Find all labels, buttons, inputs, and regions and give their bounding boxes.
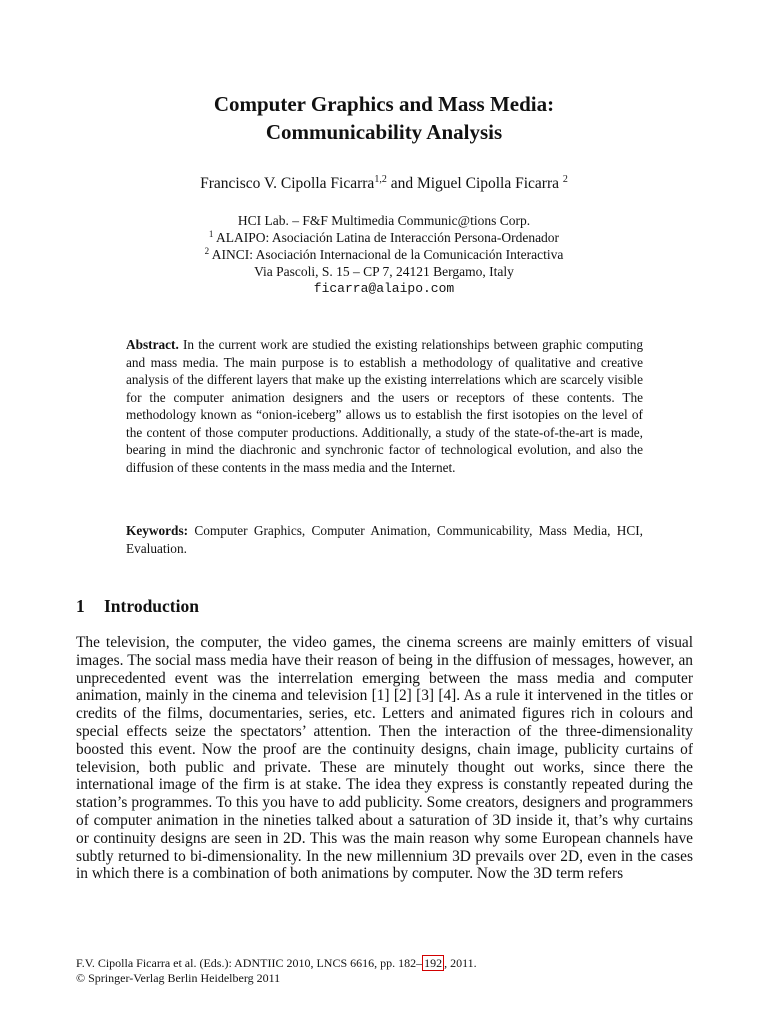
paper-title	[0, 90, 768, 146]
abstract-text: In the current work are studied the existing relationships between graphic computing and mass media. The main purpose is to establish a methodology of qualitative and creative analysis of the different layers that make up the existing interrelations which are scarcely visible for the computer animation designers and the users or receptors of these contents. The methodology known as “onion-iceberg” allows us to establish the first isotopies on the level of the content of those computer productions. Additionally, a study of the state-of-the-art is made, bearing in mind the diachronic and synchronic factor of technological evolution, and also the diffusion of these contents in the mass media and the Internet.	[126, 337, 643, 475]
contact-email[interactable]: ficarra@alaipo.com	[313, 281, 455, 296]
keywords	[126, 522, 643, 558]
affiliation-lab: HCI Lab. – F&F Multimedia Communic@tions Corp.	[237, 213, 531, 228]
author-list	[0, 174, 768, 194]
abstract-label: Abstract.	[126, 337, 179, 352]
affiliation-mark-2: 2	[204, 246, 210, 256]
affiliations	[0, 212, 768, 297]
citation-line	[76, 956, 693, 971]
end-page-link[interactable]: 192	[424, 956, 443, 970]
citation-year: , 2011.	[444, 956, 477, 970]
abstract	[126, 336, 643, 476]
section-number: 1	[76, 596, 85, 616]
author-1-affiliation-marks: 1,2	[374, 174, 387, 185]
title-line-1: Computer Graphics and Mass Media:	[213, 92, 555, 116]
section-title: Introduction	[104, 596, 199, 616]
citation-text: F.V. Cipolla Ficarra et al. (Eds.): ADNTIIC 2010, LNCS 6616, pp. 182–	[76, 956, 423, 970]
section-heading-introduction	[76, 595, 199, 617]
affiliation-alaipo-text: ALAIPO: Asociación Latina de Interacción Persona-Ordenador	[213, 230, 560, 245]
copyright-line: © Springer-Verlag Berlin Heidelberg 2011	[76, 971, 281, 985]
introduction-paragraph: The television, the computer, the video games, the cinema screens are mainly emitters of visual images. The social mass media have their reason of being in the diffusion of messages, however, an unprecedented event was the interrelation emerging between the mass media and computer animation, mainly in the cinema and television [1] [2] [3] [4]. As a rule it intervened in the titles or credits of the films, documentaries, series, etc. Letters and animated figures rich in colours and special effects seize the spectators’ attention. Then the interaction of the three-dimensionality boosted this event. Now the proof are the continuity designs, chain image, publicity curtains of television, both public and private. These are minutely thought out works, since there the international image of the firm is at stake. The idea they express is constantly repeated during the station’s programmes. To this you have to add publicity. Some creators, designers and programmers of computer animation in the nineties talked about a saturation of 3D inside it, that’s why curtains or continuity designs are seen in 2D. This was the main reason why some European channels have subtly returned to bi-dimensionality. In the new millennium 3D prevails over 2D, even in the cases in which there is a combination of both animations by computer. Now the 3D term refers	[76, 634, 693, 883]
author-1: Francisco V. Cipolla Ficarra	[200, 175, 375, 192]
title-line-2: Communicability Analysis	[265, 120, 503, 144]
keywords-text: Computer Graphics, Computer Animation, Communicability, Mass Media, HCI, Evaluation.	[126, 523, 643, 556]
author-2-affiliation-mark: 2	[562, 174, 568, 185]
author-conjunction: and	[386, 175, 417, 192]
affiliation-ainci	[0, 246, 768, 263]
citation-footer	[76, 956, 693, 986]
author-2: Miguel Cipolla Ficarra	[416, 175, 563, 192]
affiliation-ainci-text: AINCI: Asociación Internacional de la Comunicación Interactiva	[209, 247, 564, 262]
affiliation-address: Via Pascoli, S. 15 – CP 7, 24121 Bergamo, Italy	[254, 264, 514, 279]
affiliation-mark-1: 1	[208, 229, 214, 239]
affiliation-alaipo	[0, 229, 768, 246]
keywords-label: Keywords:	[126, 523, 189, 538]
